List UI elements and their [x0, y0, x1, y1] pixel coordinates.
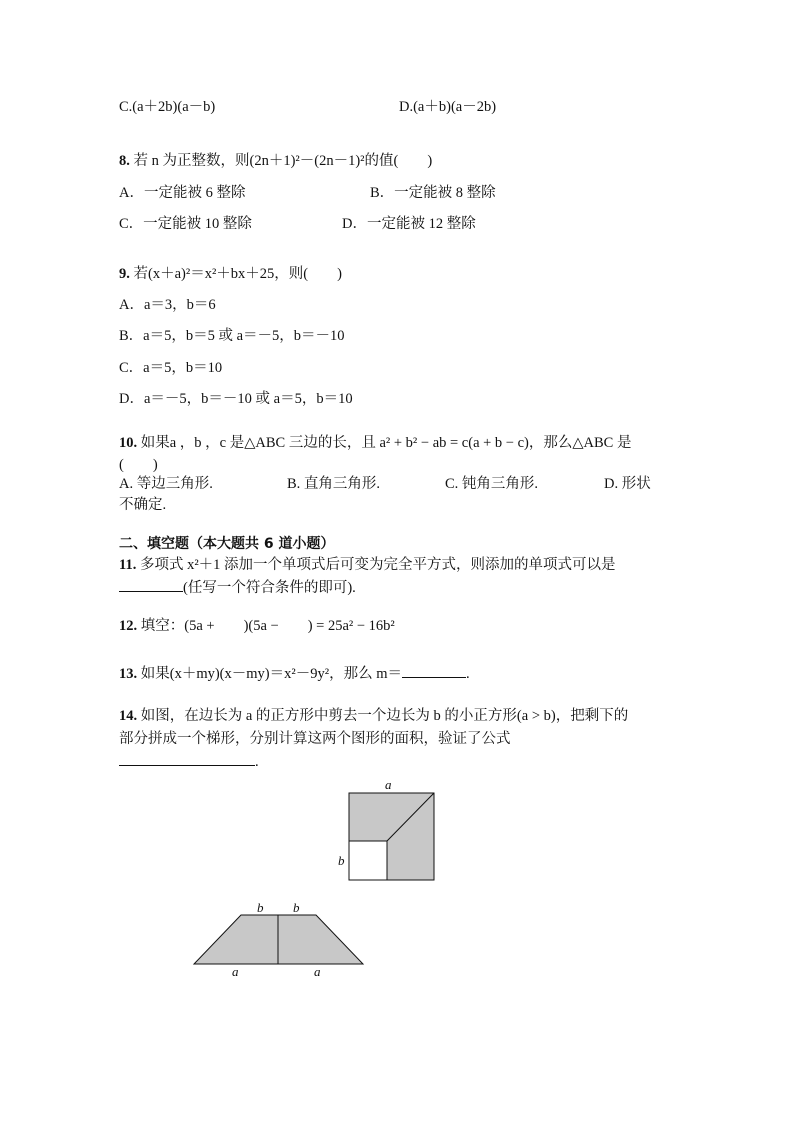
- q10-option-a: A. 等边三角形.: [119, 476, 213, 492]
- q9-option-b: B．a＝5，b＝5 或 a＝－5，b＝－10: [119, 328, 345, 344]
- q12-number: 12.: [119, 618, 138, 634]
- q12-text: 填空：(5a + )(5a − ) = 25a² − 16b²: [140, 618, 395, 634]
- q9-option-c: C．a＝5，b＝10: [119, 360, 223, 376]
- figure-square: [330, 776, 445, 886]
- square-side-label: b: [338, 853, 345, 868]
- trap-top-right-label: b: [293, 900, 300, 915]
- q10-text: 如果a ，b ，c 是△ABC 三边的长，且 a² + b² − ab = c(a + b − c)，那么△ABC 是: [140, 435, 632, 451]
- q9-option-a: A．a＝3，b＝6: [119, 297, 216, 313]
- q9-stem: [119, 264, 342, 284]
- q8-stem: [119, 151, 432, 171]
- q13-text: 如果(x＋my)(x－my)＝x²－9y²，那么 m＝: [140, 666, 402, 682]
- q8-option-d: D．一定能被 12 整除: [342, 216, 476, 232]
- q11-number: 11.: [119, 557, 137, 573]
- square-top-label: a: [385, 777, 392, 792]
- q12-stem: [119, 616, 395, 636]
- q13-end: .: [465, 666, 470, 682]
- q10-option-b: B. 直角三角形.: [287, 476, 381, 492]
- q11-text: 多项式 x²＋1 添加一个单项式后可变为完全平方式，则添加的单项式可以是: [139, 557, 616, 573]
- q8-option-b: B．一定能被 8 整除: [370, 185, 496, 201]
- q11-text-2: (任写一个符合条件的即可).: [183, 580, 356, 596]
- q9-number: 9.: [119, 266, 130, 282]
- section-title: 二、填空题（本大题共 6 道小题）: [119, 536, 335, 552]
- q9-option-d: D．a＝－5，b＝－10 或 a＝5，b＝10: [119, 391, 353, 407]
- q14-line1: [119, 706, 628, 726]
- q7-option-c: C.(a＋2b)(a－b): [119, 99, 216, 115]
- q13-stem: [119, 663, 470, 684]
- q10-paren: ( ): [119, 457, 158, 473]
- q14-number: 14.: [119, 708, 138, 724]
- q8-option-a: A．一定能被 6 整除: [119, 185, 246, 201]
- small-square: [349, 841, 387, 880]
- q7-option-d: D.(a＋b)(a－2b): [399, 99, 497, 115]
- figure-trapezoid: [186, 897, 372, 981]
- q14-line2: 部分拼成一个梯形，分别计算这两个图形的面积，验证了公式: [119, 731, 511, 747]
- answer-blank: [119, 751, 255, 766]
- trap-bottom-left-label: a: [232, 964, 239, 979]
- q10-option-d-cont: 不确定.: [119, 497, 167, 513]
- q10-option-c: C. 钝角三角形.: [445, 476, 539, 492]
- answer-blank: [119, 577, 183, 592]
- q10-number: 10.: [119, 435, 138, 451]
- answer-blank: [402, 663, 466, 678]
- q11-line2: [119, 577, 356, 598]
- q14-text: 如图，在边长为 a 的正方形中剪去一个边长为 b 的小正方形(a > b)，把剩下的: [140, 708, 629, 724]
- trap-top-left-label: b: [257, 900, 264, 915]
- q9-text: 若(x＋a)²＝x²＋bx＋25，则( ): [133, 266, 342, 282]
- q10-option-d: D. 形状: [604, 476, 651, 492]
- q8-text: 若 n 为正整数，则(2n＋1)²－(2n－1)²的值( ): [133, 153, 433, 169]
- q10-stem: [119, 433, 631, 453]
- q8-option-c: C．一定能被 10 整除: [119, 216, 252, 232]
- trap-bottom-right-label: a: [314, 964, 321, 979]
- q8-number: 8.: [119, 153, 130, 169]
- q11-line1: [119, 555, 616, 575]
- q14-end: .: [255, 754, 259, 770]
- q14-line3: [119, 751, 259, 772]
- q13-number: 13.: [119, 666, 138, 682]
